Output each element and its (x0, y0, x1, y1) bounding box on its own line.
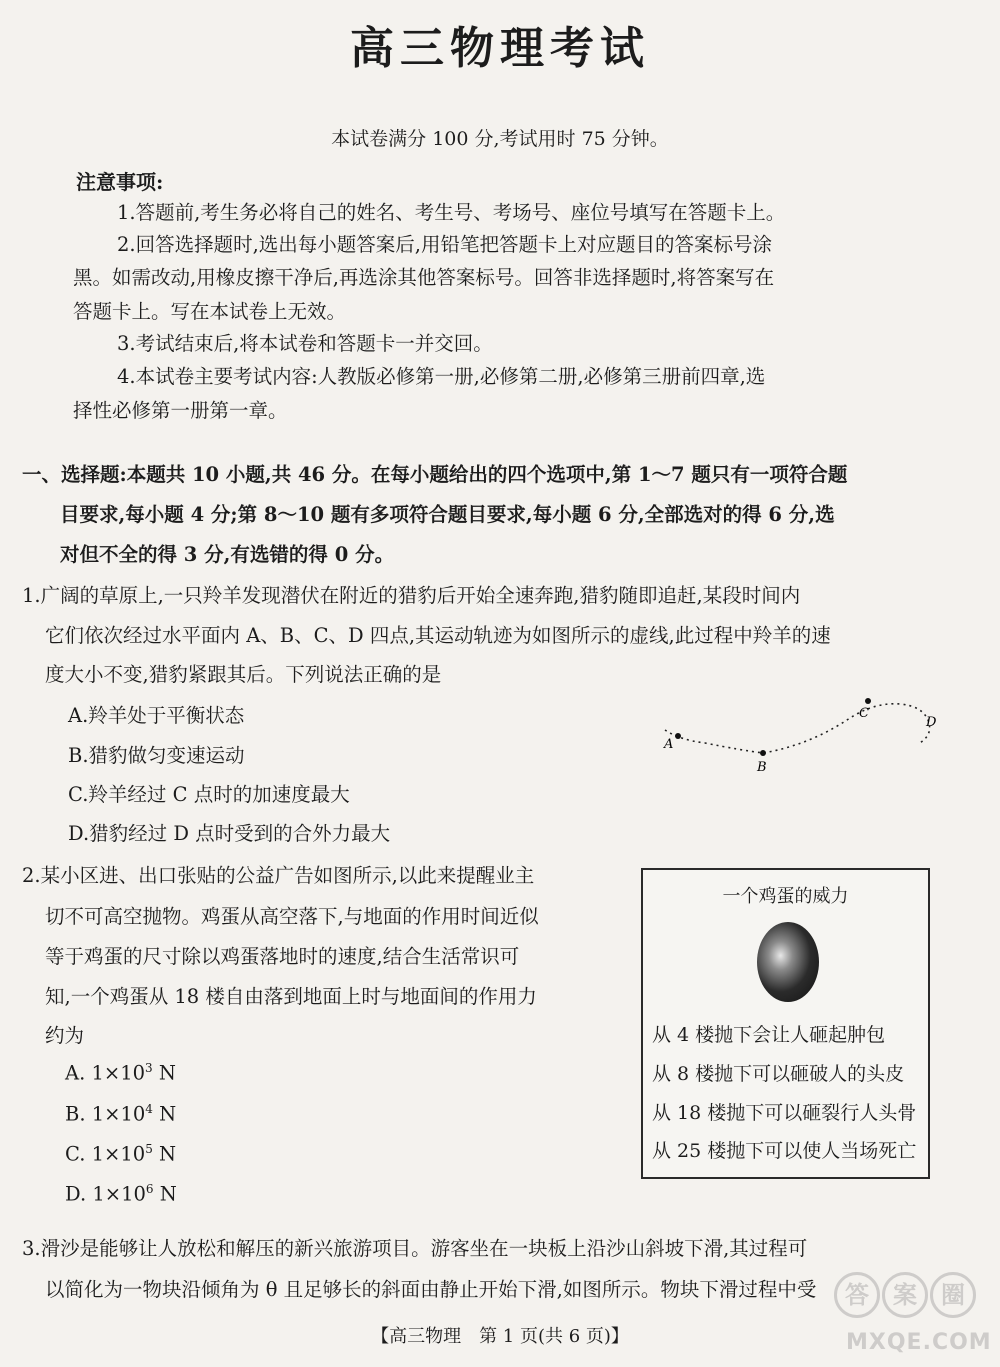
question-1-stem: 度大小不变,猎豹紧跟其后。下列说法正确的是 (45, 663, 442, 686)
note-line: 3.考试结束后,将本试卷和答题卡一并交回。 (117, 332, 493, 355)
question-2-option-b: B. $1\times 10^4$ N (65, 1102, 177, 1126)
note-line: 黑。如需改动,用橡皮擦干净后,再选涂其他答案标号。回答非选择题时,将答案写在 (73, 266, 775, 289)
question-2-stem: 2.某小区进、出口张贴的公益广告如图所示,以此来提醒业主 (22, 864, 535, 887)
poster-line: 从 18 楼抛下可以砸裂行人头骨 (652, 1102, 917, 1124)
question-1-stem: 它们依次经过水平面内 A、B、C、D 四点,其运动轨迹为如图所示的虚线,此过程中羚羊的速 (45, 624, 831, 647)
point-b (760, 750, 766, 756)
question-2-stem: 约为 (45, 1024, 85, 1047)
note-line: 4.本试卷主要考试内容:人教版必修第一册,必修第二册,必修第三册前四章,选 (117, 365, 766, 388)
watermark-logo: 答 案 圈 MXQE.COM (824, 1262, 994, 1362)
question-1-option-b: B.猎豹做匀变速运动 (68, 744, 245, 767)
page-footer: 【高三物理 第 1 页(共 6 页)】 (371, 1326, 629, 1347)
section-heading: 对但不全的得 3 分,有选错的得 0 分。 (60, 543, 395, 566)
point-a (675, 733, 681, 739)
question-1-option-d: D.猎豹经过 D 点时受到的合外力最大 (68, 822, 391, 845)
question-2-option-d: D. $1\times 10^6$ N (65, 1182, 177, 1206)
poster-line: 从 4 楼抛下会让人砸起肿包 (652, 1024, 886, 1046)
notes-heading: 注意事项: (76, 170, 164, 194)
label-d: D (926, 715, 937, 730)
question-2-stem: 知,一个鸡蛋从 18 楼自由落到地面上时与地面间的作用力 (45, 985, 537, 1008)
question-1-stem: 1.广阔的草原上,一只羚羊发现潜伏在附近的猎豹后开始全速奔跑,猎豹随即追赶,某段时间内 (22, 584, 801, 607)
page-title: 高三物理考试 (350, 23, 650, 74)
question-2-stem: 切不可高空抛物。鸡蛋从高空落下,与地面的作用时间近似 (45, 905, 539, 928)
note-line: 择性必修第一册第一章。 (73, 399, 288, 422)
question-2-option-c: C. $1\times 10^5$ N (65, 1142, 177, 1166)
poster-title: 一个鸡蛋的威力 (722, 886, 849, 907)
trajectory-path (665, 704, 930, 753)
egg-poster (641, 868, 930, 1179)
trajectory-figure (650, 680, 950, 780)
exam-info: 本试卷满分 100 分,考试用时 75 分钟。 (331, 128, 669, 150)
egg-image (757, 922, 819, 1002)
question-3-stem: 以简化为一物块沿倾角为 θ 且足够长的斜面由静止开始下滑,如图所示。物块下滑过程中受 (45, 1278, 817, 1301)
question-1-option-c: C.羚羊经过 C 点时的加速度最大 (68, 783, 350, 806)
label-a: A (664, 737, 674, 752)
note-line: 2.回答选择题时,选出每小题答案后,用铅笔把答题卡上对应题目的答案标号涂 (117, 233, 773, 256)
question-2-option-a: A. $1\times 10^3$ N (65, 1061, 176, 1085)
note-line: 答题卡上。写在本试卷上无效。 (73, 300, 347, 323)
label-b: B (757, 760, 767, 775)
question-1-option-a: A.羚羊处于平衡状态 (68, 704, 245, 727)
note-line: 1.答题前,考生务必将自己的姓名、考生号、考场号、座位号填写在答题卡上。 (117, 201, 786, 224)
point-c (865, 698, 871, 704)
section-heading: 一、选择题:本题共 10 小题,共 46 分。在每小题给出的四个选项中,第 1～7 题只有一项符合题 (22, 463, 848, 486)
poster-line: 从 25 楼抛下可以使人当场死亡 (652, 1140, 917, 1162)
poster-line: 从 8 楼抛下可以砸破人的头皮 (652, 1063, 905, 1085)
section-heading: 目要求,每小题 4 分;第 8～10 题有多项符合题目要求,每小题 6 分,全部选对的得 6 分,选 (60, 503, 835, 526)
question-2-stem: 等于鸡蛋的尺寸除以鸡蛋落地时的速度,结合生活常识可 (45, 945, 520, 968)
question-3-stem: 3.滑沙是能够让人放松和解压的新兴旅游项目。游客坐在一块板上沿沙山斜坡下滑,其过程可 (22, 1237, 808, 1260)
label-c: C (859, 706, 869, 721)
